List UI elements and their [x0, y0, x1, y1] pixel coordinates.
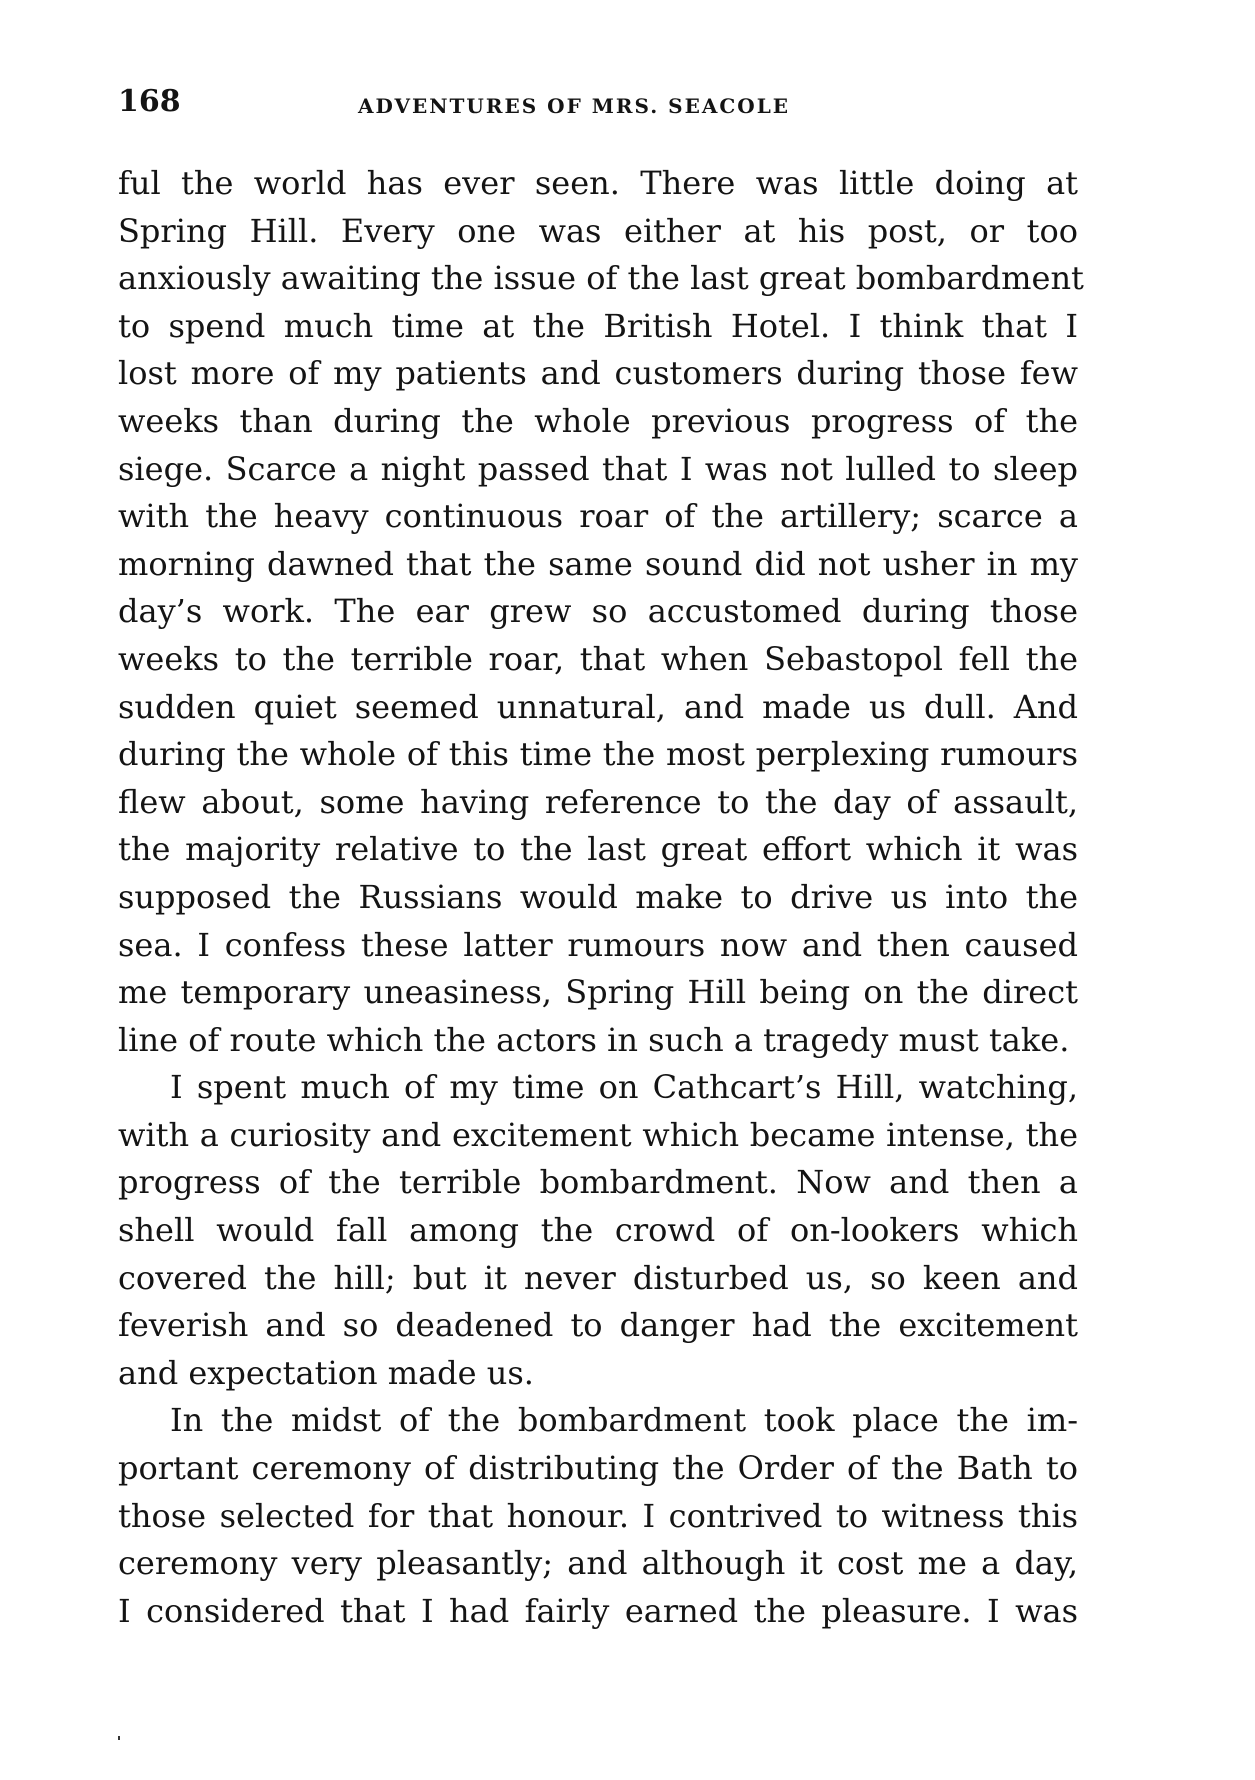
text-line: flew about, some having reference to the day of assault, — [118, 782, 1078, 821]
text-line: line of route which the actors in such a tragedy must take. — [118, 1020, 1070, 1059]
text-line: weeks than during the whole previous progress of the — [118, 401, 1078, 440]
text-line: I spent much of my time on Cathcart’s Hill, watching, — [170, 1068, 1078, 1107]
text-line: with a curiosity and excitement which became intense, the — [118, 1115, 1078, 1154]
text-line: portant ceremony of distributing the Order of the Bath to — [118, 1449, 1078, 1488]
paragraph — [118, 160, 1084, 1064]
text-line: morning dawned that the same sound did not usher in my — [118, 544, 1078, 583]
paragraph — [118, 1064, 1078, 1397]
text-line: with the heavy continuous roar of the artillery; scarce a — [118, 497, 1078, 536]
text-line: shell would fall among the crowd of on-lookers which — [118, 1211, 1078, 1250]
page-number: 168 — [118, 84, 181, 119]
body-text — [118, 160, 1084, 1635]
text-line: I considered that I had fairly earned the pleasure. I was — [118, 1591, 1078, 1630]
paragraph — [118, 1397, 1078, 1635]
text-line: feverish and so deadened to danger had the excitement — [118, 1306, 1078, 1345]
page-header — [118, 84, 1078, 124]
text-line: to spend much time at the British Hotel. I think that I — [118, 306, 1078, 345]
text-line: lost more of my patients and customers during those few — [118, 354, 1078, 393]
text-line: In the midst of the bombardment took place the im- — [170, 1401, 1078, 1440]
text-line: Spring Hill. Every one was either at his post, or too — [118, 211, 1078, 250]
text-line: the majority relative to the last great effort which it was — [118, 830, 1078, 869]
text-line: and expectation made us. — [118, 1353, 534, 1392]
running-head: ADVENTURES OF MRS. SEACOLE — [358, 94, 790, 118]
text-line: sea. I confess these latter rumours now and then caused — [118, 925, 1078, 964]
text-line: sudden quiet seemed unnatural, and made us dull. And — [118, 687, 1078, 726]
text-line: progress of the terrible bombardment. Now and then a — [118, 1163, 1078, 1202]
text-line: ful the world has ever seen. There was little doing at — [118, 164, 1078, 202]
text-line: siege. Scarce a night passed that I was not lulled to sleep — [118, 449, 1078, 488]
text-line: covered the hill; but it never disturbed us, so keen and — [118, 1258, 1078, 1297]
scan-speck — [118, 1736, 120, 1740]
text-line: those selected for that honour. I contrived to witness this — [118, 1496, 1078, 1535]
text-line: me temporary uneasiness, Spring Hill being on the direct — [118, 973, 1078, 1012]
text-line: anxiously awaiting the issue of the last great bombardment — [118, 259, 1084, 298]
text-line: weeks to the terrible roar, that when Sebastopol fell the — [118, 639, 1078, 678]
text-line: during the whole of this time the most perplexing rumours — [118, 735, 1078, 774]
text-line: supposed the Russians would make to drive us into the — [118, 877, 1078, 916]
text-line: ceremony very pleasantly; and although it cost me a day, — [118, 1544, 1078, 1583]
text-line: day’s work. The ear grew so accustomed during those — [118, 592, 1078, 631]
